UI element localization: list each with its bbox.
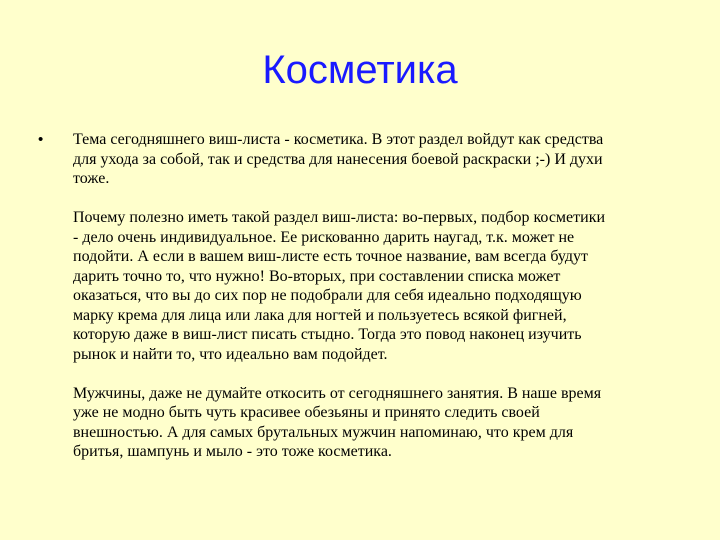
text-line: Мужчины, даже не думайте откосить от сегодняшнего занятия. В наше время (73, 384, 602, 402)
text-line: Тема сегодняшнего виш-листа - косметика. В этот раздел войдут как средства (73, 131, 604, 148)
slide-content (38, 130, 678, 462)
text-line: подойти. А если в вашем виш-листе есть точное название, вам всегда будут (73, 248, 589, 265)
text-line: которую даже в виш-лист писать стыдно. Тогда это повод наконец изучить (73, 326, 582, 343)
text-line: марку крема для лица или лака для ногтей и пользуетесь всякой фигней, (73, 306, 567, 324)
text-line: дарить точно то, что нужно! Во-вторых, при составлении списка может (73, 267, 561, 285)
text-line: бритья, шампунь и мыло - это тоже косметика. (73, 443, 392, 460)
text-line: для ухода за собой, так и средства для нанесения боевой раскраски ;-) И духи (73, 150, 603, 168)
slide-title: Косметика (262, 48, 458, 92)
text-line: тоже. (73, 170, 110, 187)
text-line: внешностью. А для самых брутальных мужчин напоминаю, что крем для (73, 423, 574, 441)
text-line: - дело очень индивидуальное. Ее рискованно дарить наугад, т.к. может не (73, 228, 575, 246)
text-line: рынок и найти то, что идеально вам подойдет. (73, 345, 388, 363)
paragraph-intro (73, 130, 673, 189)
text-line: оказаться, что вы до сих пор не подобрали для себя идеально подходящую (73, 287, 582, 304)
text-line: Почему полезно иметь такой раздел виш-листа: во-первых, подбор косметики (73, 209, 606, 226)
bullet-icon: • (38, 131, 44, 148)
text-line: уже не модно быть чуть красивее обезьяны и принято следить своей (73, 404, 540, 421)
paragraph-men (73, 384, 673, 462)
paragraph-why-useful (73, 208, 673, 364)
